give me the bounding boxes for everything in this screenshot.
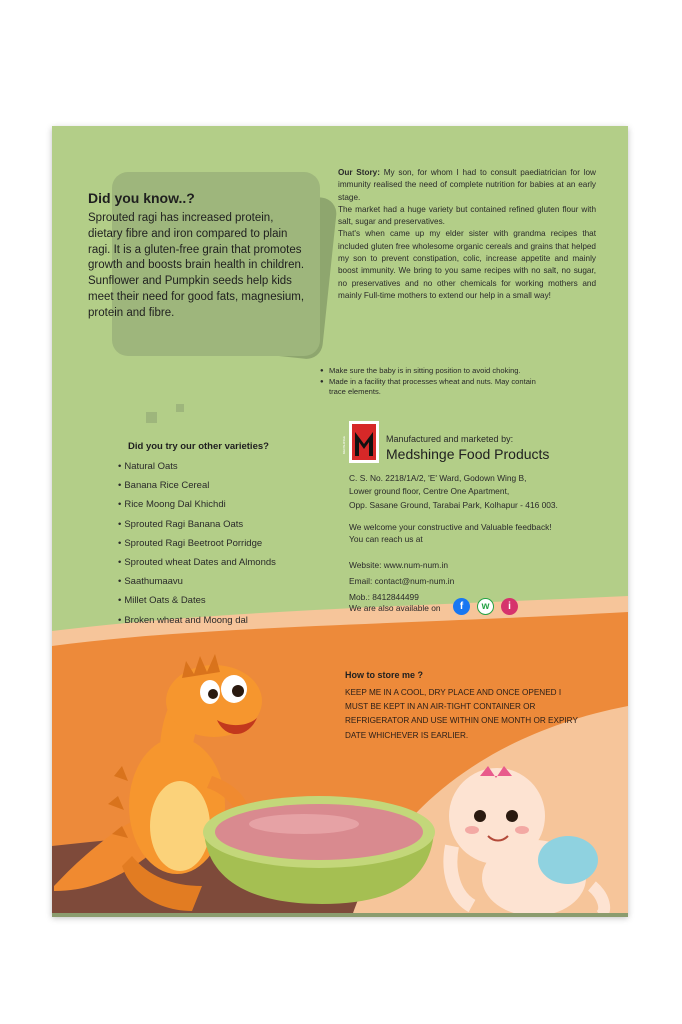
- variety-item: • Saathumaavu: [118, 572, 276, 591]
- website-text: Website: www.num-num.in: [349, 560, 448, 570]
- social-label: We are also available on: [349, 603, 441, 613]
- manufacturer-name: Medshinge Food Products: [386, 446, 550, 462]
- contact-details: [349, 557, 454, 605]
- variety-item: • Millet Oats & Dates: [118, 591, 276, 610]
- our-story-p3: That's when came up my elder sister with grandma recipes that included gluten free wholesome organic cereals and grains that helped my son to prevent constipation, colic, increase appetite and mainly boost immunity. We bring to you same recipes with no salt, no sugar, no preservatives and no other chemicals for working mothers and mainly Full-time mothers to extend our help in a small way!: [338, 229, 596, 300]
- variety-item: • Rice Moong Dal Khichdi: [118, 495, 276, 514]
- warning-item: ● Made in a facility that processes wheat and nuts. May contain trace elements.: [320, 377, 550, 397]
- facebook-icon: f: [453, 598, 470, 615]
- varieties-list: [118, 457, 276, 630]
- whatsapp-icon: w: [477, 598, 494, 615]
- logo-side-text: MEDSHINGE: [342, 436, 346, 455]
- address-line: Opp. Sasane Ground, Tarabai Park, Kolhapur - 416 003.: [349, 499, 558, 510]
- safety-warnings: [320, 366, 550, 399]
- feedback-text: [349, 521, 599, 546]
- variety-item: • Banana Rice Cereal: [118, 476, 276, 495]
- email-text: Email: contact@num-num.in: [349, 576, 455, 586]
- variety-item: • Natural Oats: [118, 457, 276, 476]
- feedback-line: We welcome your constructive and Valuable feedback!: [349, 522, 552, 532]
- address-line: Lower ground floor, Centre One Apartment,: [349, 486, 510, 497]
- our-story-p2: The market had a huge variety but contained refined gluten flour with salt, sugar and preservatives.: [338, 204, 596, 227]
- bubble-square-small: [176, 404, 184, 412]
- box-bottom-edge: [52, 913, 628, 917]
- storage-instructions: KEEP ME IN A COOL, DRY PLACE AND ONCE OPENED I MUST BE KEPT IN AN AIR-TIGHT CONTAINER OR REFRIGERATOR AND USE WITHIN ONE MONTH OR EXPIRY DATE WHICHEVER IS EARLIER.: [345, 688, 578, 740]
- variety-item: • Broken wheat and Moong dal: [118, 611, 276, 630]
- storage-title: How to store me ?: [345, 670, 424, 680]
- our-story-label: Our Story:: [338, 168, 380, 177]
- did-you-know-title: Did you know..?: [88, 190, 195, 206]
- mobile-text: Mob.: 8412844499: [349, 592, 419, 602]
- address-line: C. S. No. 2218/1A/2, 'E' Ward, Godown Wing B,: [349, 473, 527, 483]
- variety-item: • Sprouted Ragi Banana Oats: [118, 515, 276, 534]
- variety-item: • Sprouted Ragi Beetroot Porridge: [118, 534, 276, 553]
- manufactured-by-label: Manufactured and marketed by:: [386, 434, 514, 444]
- bubble-square-large: [146, 412, 157, 423]
- instagram-icon: i: [501, 598, 518, 615]
- our-story-text: [338, 167, 596, 302]
- our-story-p1: My son, for whom I had to consult paediatrician for low immunity realised the need of complete nutrition for babies at an early stage.: [338, 168, 596, 202]
- manufacturer-address: [349, 472, 599, 512]
- warning-item: ● Make sure the baby is in sitting position to avoid choking.: [320, 366, 550, 376]
- varieties-title: Did you try our other varieties?: [128, 441, 269, 452]
- feedback-line: You can reach us at: [349, 534, 423, 545]
- variety-item: • Sprouted wheat Dates and Almonds: [118, 553, 276, 572]
- did-you-know-body: Sprouted ragi has increased protein, dietary fibre and iron compared to plain ragi. It is a gluten-free grain that promotes growth and boosts brain health in children. Sunflower and Pumpkin seeds help kids meet their need for good fats, magnesium, protein and fibre.: [88, 212, 305, 319]
- medshinge-logo-mark: [349, 421, 379, 463]
